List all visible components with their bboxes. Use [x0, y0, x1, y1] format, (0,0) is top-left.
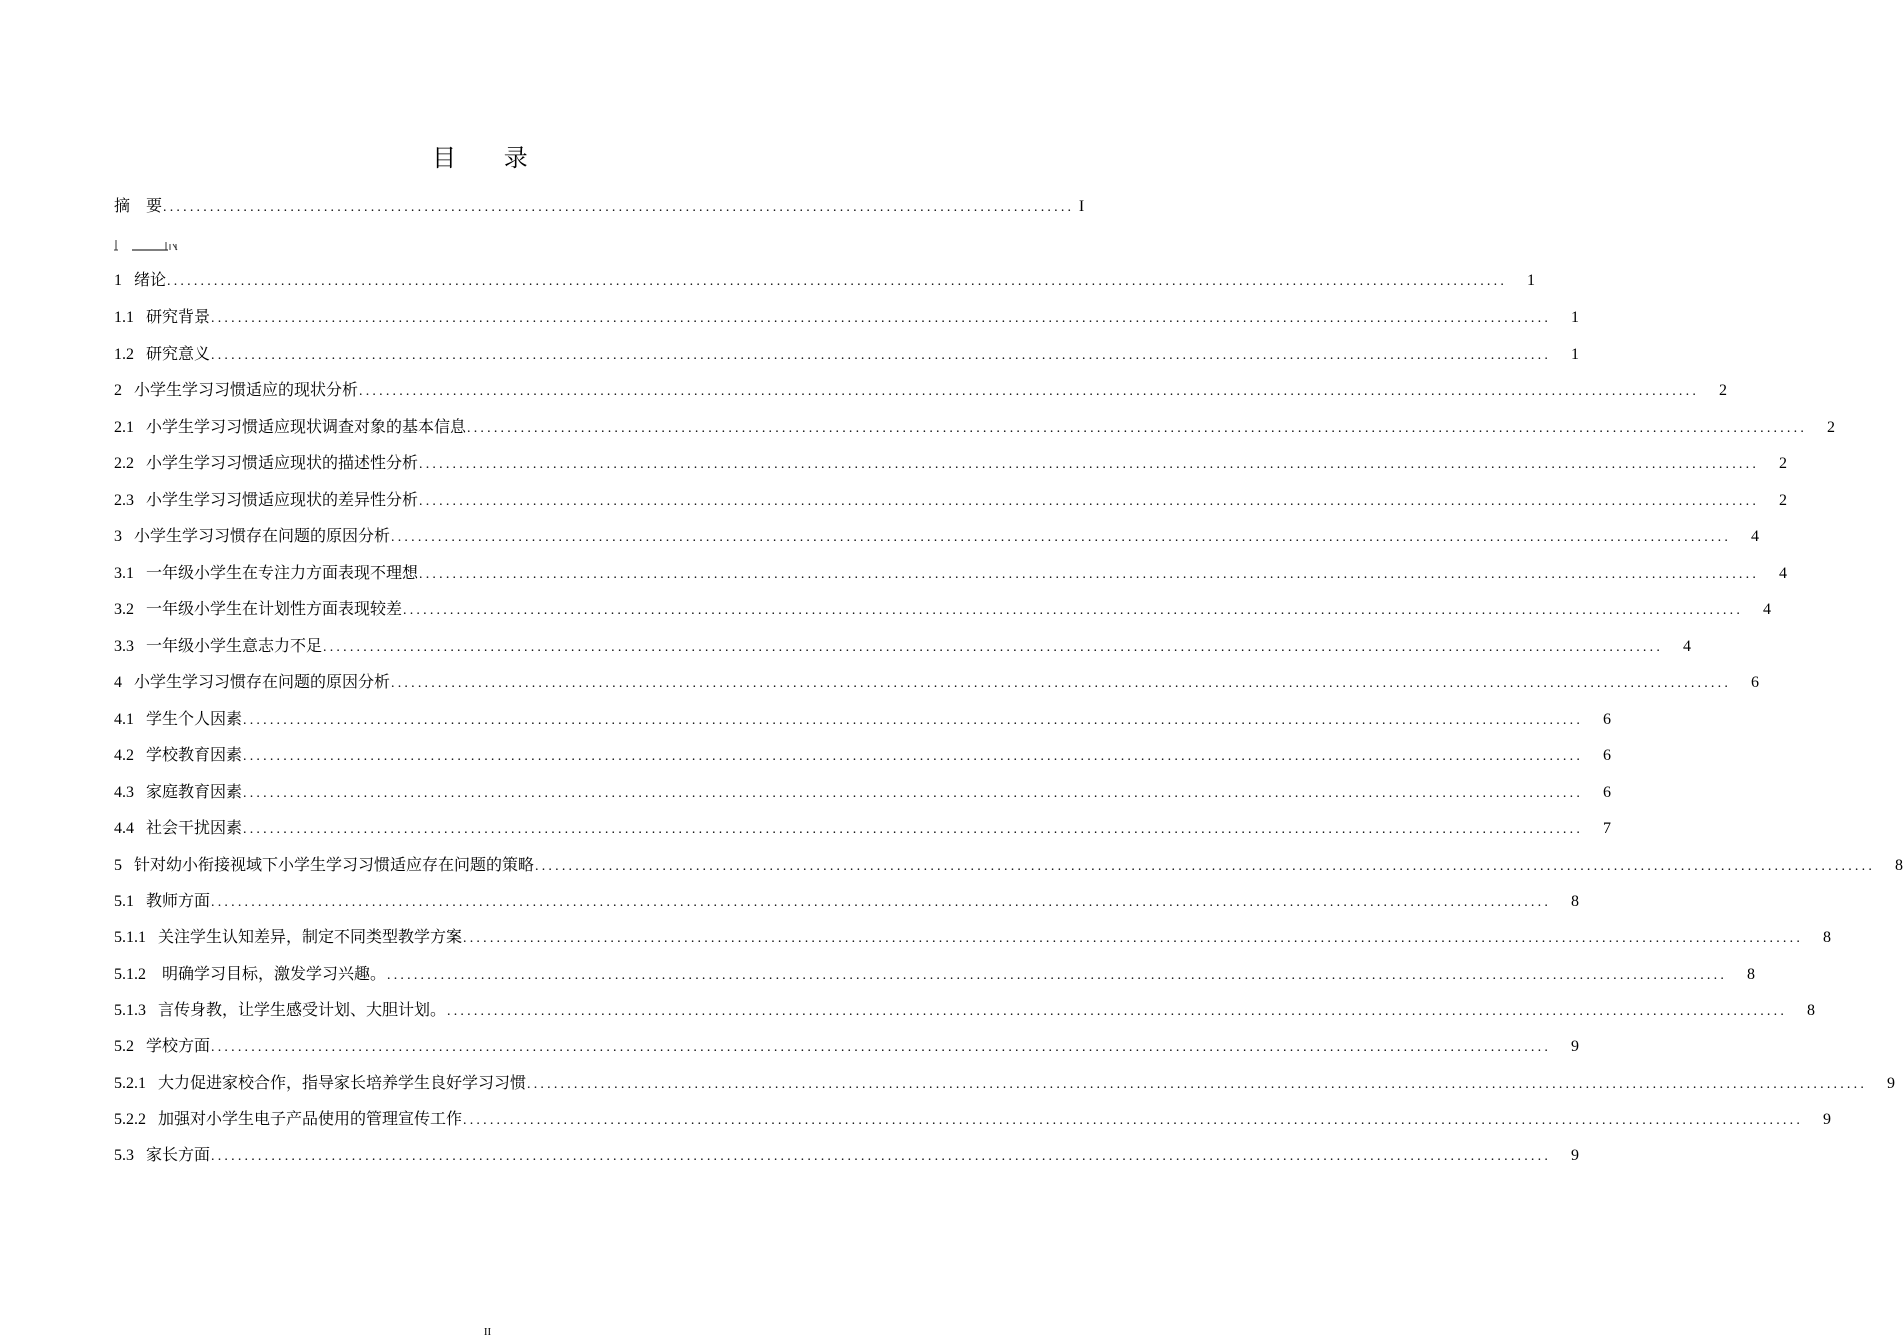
dot-leader: ........................................................................................................................................................................................................	[419, 457, 1760, 472]
toc-entry-label	[114, 270, 167, 292]
toc-entry-label	[114, 636, 323, 658]
toc-entry-page: 1	[1571, 309, 1580, 326]
toc-entry-label	[114, 1036, 211, 1058]
toc-entry-page: 8	[1895, 857, 1903, 874]
toc-entry-number: 5.1.1	[114, 929, 146, 946]
toc-entry[interactable]	[114, 561, 1788, 585]
dot-leader: ........................................................................................................................................................................................................	[243, 713, 1584, 728]
toc-entry-title: 加强对小学生电子产品使用的管理宣传工作	[158, 1111, 463, 1128]
toc-entry-page: 1	[1571, 346, 1580, 363]
toc-entry-label	[114, 1109, 463, 1131]
toc-entry-label	[114, 599, 403, 621]
toc-entry-label	[114, 745, 243, 767]
toc-entry-title: 研究背景	[146, 309, 211, 326]
toc-entry-page: 2	[1779, 455, 1788, 472]
toc-entry-number: 1.2	[114, 346, 134, 363]
dot-leader: ........................................................................................................................................................................................................	[211, 1040, 1552, 1055]
toc-entry-number: 1	[114, 272, 122, 289]
toc-entry-label	[114, 782, 243, 804]
toc-entry[interactable]	[114, 415, 1836, 439]
dot-leader: ........................................................................................................................................	[163, 200, 1075, 215]
toc-entry-number: 2.2	[114, 455, 134, 472]
dot-leader: ........................................................................................................................................................................................................	[211, 1149, 1552, 1164]
toc-entry-title: 一年级小学生在计划性方面表现较差	[146, 601, 403, 618]
toc-entry-page: 8	[1807, 1002, 1816, 1019]
toc-entry-title: 小学生学习习惯适应现状的描述性分析	[146, 455, 419, 472]
toc-entry-page: 6	[1603, 711, 1612, 728]
toc-entry[interactable]	[114, 342, 1580, 366]
toc-entry-page: 8	[1747, 966, 1756, 983]
dot-leader: ........................................................................................................................................................................................................	[403, 603, 1744, 618]
toc-entry-number: 3.2	[114, 601, 134, 618]
toc-entry[interactable]	[114, 816, 1612, 840]
toc-entry-title: 针对幼小衔接视域下小学生学习习惯适应存在问题的策略	[134, 857, 535, 874]
toc-entry-title: 一年级小学生在专注力方面表现不理想	[146, 565, 419, 582]
toc-entry-label	[114, 526, 391, 548]
toc-entry-page: 4	[1751, 528, 1760, 545]
toc-entry-title: 教师方面	[146, 893, 211, 910]
toc-entry-number: 4.4	[114, 820, 134, 837]
toc-entry-title: 家长方面	[146, 1147, 211, 1164]
toc-entry-label	[114, 818, 243, 840]
footer-page-number: II	[483, 1326, 492, 1338]
toc-entry-page: 6	[1603, 747, 1612, 764]
toc-entry-number: 2.1	[114, 419, 134, 436]
toc-entry[interactable]	[114, 524, 1760, 548]
toc-entry-page: 7	[1603, 820, 1612, 837]
toc-entry-number: 1.1	[114, 309, 134, 326]
toc-entry-label	[114, 964, 387, 986]
toc-entry-page: 2	[1719, 382, 1728, 399]
toc-entry-page: 9	[1571, 1038, 1580, 1055]
toc-entry[interactable]	[114, 780, 1612, 804]
toc-entry-title: 绪论	[134, 272, 167, 289]
toc-entry-label	[114, 344, 211, 366]
dot-leader: ........................................................................................................................................................................................................	[463, 1113, 1804, 1128]
toc-entry-label	[114, 1073, 527, 1095]
dot-leader: ........................................................................................................................................................................................................	[243, 749, 1584, 764]
toc-entry-label	[114, 891, 211, 913]
toc-entry-number: 2.3	[114, 492, 134, 509]
toc-entry[interactable]	[114, 305, 1580, 329]
dot-leader: ........................................................................................................................................................................................................	[211, 311, 1552, 326]
toc-entry-label	[114, 453, 419, 475]
dot-leader: ........................................................................................................................................................................................................	[359, 384, 1700, 399]
toc-entry-title: 学生个人因素	[146, 711, 243, 728]
toc-entry-label	[114, 563, 419, 585]
toc-entry-label	[114, 490, 419, 512]
toc-entry-label	[114, 709, 243, 731]
toc-entry-number: 3	[114, 528, 122, 545]
dot-leader: ........................................................................................................................................................................................................	[447, 1004, 1788, 1019]
toc-entry-number: 5.1.2	[114, 966, 146, 983]
toc-entry-number: 5.2	[114, 1038, 134, 1055]
toc-entry-page: 2	[1827, 419, 1836, 436]
toc-entry-title: 家庭教育因素	[146, 784, 243, 801]
toc-entry-page: 1	[1527, 272, 1536, 289]
toc-abstract-row[interactable]	[114, 194, 1085, 218]
toc-entry[interactable]	[114, 378, 1728, 402]
toc-entry[interactable]	[114, 268, 1536, 292]
dot-leader: ........................................................................................................................................................................................................	[387, 968, 1728, 983]
scan-artifact-mark	[114, 238, 184, 252]
toc-entry-title: 社会干扰因素	[146, 820, 243, 837]
toc-entry-number: 4.3	[114, 784, 134, 801]
toc-entry-page: 9	[1571, 1147, 1580, 1164]
toc-entry-number: 4	[114, 674, 122, 691]
toc-entry-page: 8	[1571, 893, 1580, 910]
toc-title: 目 录	[432, 144, 548, 172]
toc-entry-number: 4.1	[114, 711, 134, 728]
toc-entry-title: 小学生学习习惯存在问题的原因分析	[134, 674, 391, 691]
toc-entry-page: 9	[1887, 1075, 1896, 1092]
toc-entry[interactable]	[114, 889, 1580, 913]
toc-entry[interactable]	[114, 743, 1612, 767]
toc-entry[interactable]	[114, 998, 1816, 1022]
toc-entry-title: 小学生学习习惯适应现状的差异性分析	[146, 492, 419, 509]
toc-entry-title: 学校方面	[146, 1038, 211, 1055]
dot-leader: ........................................................................................................................................................................................................	[419, 567, 1760, 582]
toc-entry-title: 小学生学习习惯存在问题的原因分析	[134, 528, 391, 545]
toc-entry[interactable]	[114, 1143, 1580, 1167]
toc-entry-number: 4.2	[114, 747, 134, 764]
toc-entry-label	[114, 417, 467, 439]
toc-entry[interactable]	[114, 1107, 1832, 1131]
toc-entry-number: 5	[114, 857, 122, 874]
toc-entry-title: 学校教育因素	[146, 747, 243, 764]
toc-entry[interactable]	[114, 597, 1772, 621]
toc-entry-title: 言传身教，让学生感受计划、大胆计划。	[158, 1002, 447, 1019]
toc-entry[interactable]	[114, 1071, 1896, 1095]
toc-entry-page: 6	[1603, 784, 1612, 801]
toc-entry-page: 4	[1683, 638, 1692, 655]
toc-entry-number: 5.2.1	[114, 1075, 146, 1092]
toc-entry-page: 2	[1779, 492, 1788, 509]
toc-entry-label	[114, 380, 359, 402]
dot-leader: ........................................................................................................................................................................................................	[211, 348, 1552, 363]
toc-entry-label	[114, 1000, 447, 1022]
toc-entry-title: 小学生学习习惯适应的现状分析	[134, 382, 359, 399]
dot-leader: ........................................................................................................................................................................................................	[391, 530, 1732, 545]
toc-entry[interactable]	[114, 707, 1612, 731]
toc-entry-page: 6	[1751, 674, 1760, 691]
dot-leader: ........................................................................................................................................................................................................	[463, 931, 1804, 946]
toc-abstract-label: 摘 要	[114, 198, 163, 215]
dot-leader: ........................................................................................................................................................................................................	[243, 822, 1584, 837]
toc-entry-page: 9	[1823, 1111, 1832, 1128]
dot-leader: ........................................................................................................................................................................................................	[323, 640, 1664, 655]
toc-entry-title: 小学生学习习惯适应现状调查对象的基本信息	[146, 419, 467, 436]
toc-entry-page: 4	[1763, 601, 1772, 618]
dot-leader: ........................................................................................................................................................................................................	[211, 895, 1552, 910]
toc-entry-number: 2	[114, 382, 122, 399]
toc-entry-number: 3.1	[114, 565, 134, 582]
dot-leader: ........................................................................................................................................................................................................	[419, 494, 1760, 509]
dot-leader: ........................................................................................................................................................................................................	[467, 421, 1808, 436]
dot-leader: ........................................................................................................................................................................................................	[527, 1077, 1868, 1092]
toc-entry[interactable]	[114, 962, 1756, 986]
dot-leader: ........................................................................................................................................................................................................	[391, 676, 1732, 691]
toc-entry-page: 8	[1823, 929, 1832, 946]
dot-leader: ........................................................................................................................................................................................................	[535, 859, 1876, 874]
toc-entry-number: 5.3	[114, 1147, 134, 1164]
toc-entry-title: 大力促进家校合作，指导家长培养学生良好学习习惯	[158, 1075, 527, 1092]
toc-entry[interactable]	[114, 488, 1788, 512]
toc-entry-number: 5.1	[114, 893, 134, 910]
toc-entry-title: 一年级小学生意志力不足	[146, 638, 323, 655]
toc-entry-label	[114, 927, 463, 949]
toc-entry-page: 4	[1779, 565, 1788, 582]
toc-entry[interactable]	[114, 451, 1788, 475]
toc-entry-label	[114, 672, 391, 694]
toc-entry[interactable]	[114, 925, 1832, 949]
toc-entry-label	[114, 1145, 211, 1167]
toc-entry[interactable]	[114, 670, 1760, 694]
toc-entry[interactable]	[114, 1034, 1580, 1058]
dot-leader: ........................................................................................................................................................................................................	[243, 786, 1584, 801]
toc-entry-number: 3.3	[114, 638, 134, 655]
toc-entry-title: 研究意义	[146, 346, 211, 363]
toc-entry-number: 5.2.2	[114, 1111, 146, 1128]
toc-entry-number: 5.1.3	[114, 1002, 146, 1019]
toc-entry-label	[114, 855, 535, 877]
toc-entry[interactable]	[114, 634, 1692, 658]
toc-entry-title: 关注学生认知差异，制定不同类型教学方案	[158, 929, 463, 946]
toc-entry[interactable]	[114, 853, 1903, 877]
toc-abstract-page: I	[1078, 198, 1085, 215]
dot-leader: ........................................................................................................................................................................................................	[167, 274, 1508, 289]
toc-entry-label	[114, 307, 211, 329]
toc-entry-title: 明确学习目标，激发学习兴趣。	[158, 966, 387, 983]
